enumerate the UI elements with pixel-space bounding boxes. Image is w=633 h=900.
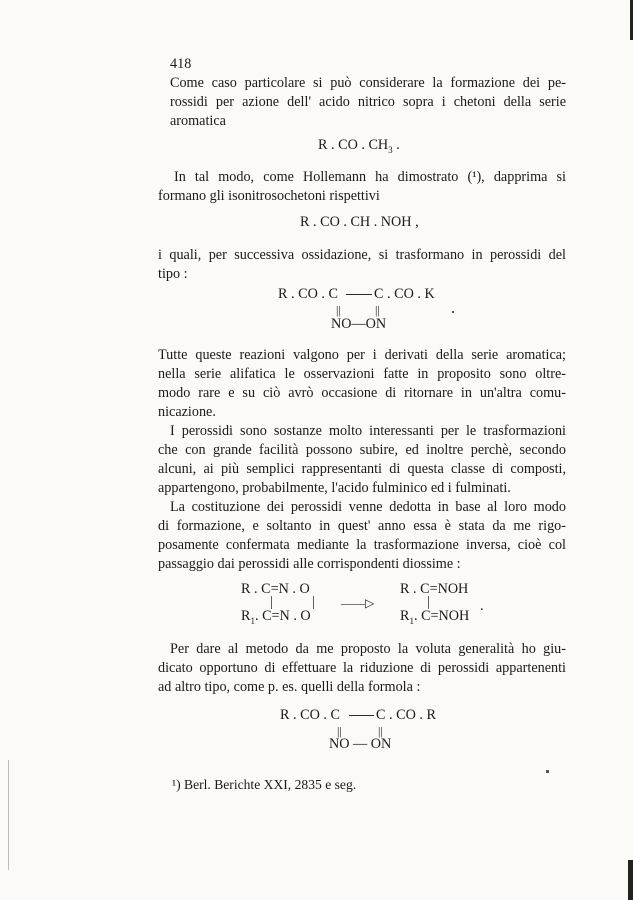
formula5-double-bond-right: || xyxy=(378,724,383,738)
formula5-bottom: NO — ON xyxy=(329,736,392,752)
formula3-right: C . CO . K xyxy=(374,286,435,302)
scan-speck xyxy=(546,770,549,773)
paragraph-line: appartengono, probabilmente, l'acido fulminico ed i fulminati. xyxy=(158,480,511,496)
formula4-left-top: R . C=N . O xyxy=(241,581,310,597)
formula4-left-bottom-r: R xyxy=(241,608,251,624)
formula5-double-bond-left: || xyxy=(337,724,342,738)
formula4-right-top: R . C=NOH xyxy=(400,581,469,597)
paragraph-line: rossidi per azione dell' acido nitrico sopra i chetoni della serie xyxy=(170,94,566,110)
formula3-double-bond-right: || xyxy=(375,303,380,317)
paragraph-line: i quali, per successiva ossidazione, si trasformano in perossidi del xyxy=(158,247,566,263)
formula-ketone-main: R . CO . CH xyxy=(318,137,389,153)
formula4-right-bottom-r: R xyxy=(400,608,410,624)
scan-speck xyxy=(8,760,9,870)
formula4-left-bottom xyxy=(241,607,311,630)
paragraph-line: In tal modo, come Hollemann ha dimostrato (¹), dapprima si xyxy=(174,169,566,185)
page-number: 418 xyxy=(170,56,192,72)
paragraph-line: Tutte queste reazioni valgono per i derivati della serie aromatica; xyxy=(158,347,566,363)
formula-ketone-tail: . xyxy=(392,137,400,153)
formula-isonitroso: R . CO . CH . NOH , xyxy=(300,214,419,230)
formula4-right-bottom xyxy=(400,607,469,630)
formula4-right-dot: . xyxy=(480,598,484,614)
formula4-left-bottom-sub: 1 xyxy=(250,615,255,626)
paragraph-line: I perossidi sono sostanze molto interessanti per le trasformazioni xyxy=(170,423,566,439)
formula4-left-bottom-rest: . C=N . O xyxy=(254,608,311,624)
paragraph-line: formano gli isonitrosochetoni rispettivi xyxy=(158,188,380,204)
formula5-left: R . CO . C xyxy=(280,707,340,723)
formula4-right-bar: | xyxy=(427,594,430,610)
formula-ketone-sub: 3 xyxy=(388,144,393,155)
paragraph-line: alcuni, ai più semplici rappresentanti di questa classe di composti, xyxy=(158,461,566,477)
formula-ketone xyxy=(318,136,400,159)
paragraph-line: ad altro tipo, come p. es. quelli della formola : xyxy=(158,679,421,695)
formula5-right: C . CO . R xyxy=(376,707,436,723)
paragraph-line: nella serie alifatica le osservazioni fatte in proposito sono oltre- xyxy=(158,366,566,382)
formula3-bond-line xyxy=(346,294,372,295)
paragraph-line: Per dare al metodo da me proposto la voluta generalità ho giu- xyxy=(170,641,566,657)
paragraph-line: di formazione, e soltanto in quest' anno essa è stata da me rigo- xyxy=(158,518,566,534)
paragraph-line: modo rare e su ciò avrò occasione di ritornare in un'altra comu- xyxy=(158,385,566,401)
paragraph-line: aromatica xyxy=(170,113,226,129)
formula4-right-bottom-sub: 1 xyxy=(409,615,414,626)
scan-speck xyxy=(452,311,454,313)
scan-edge-bottom xyxy=(628,860,633,900)
paragraph-line: Come caso particolare si può considerare la formazione dei pe- xyxy=(170,75,566,91)
formula4-arrow: ——▷ xyxy=(341,596,375,610)
paragraph-line: dicato opportuno di effettuare la riduzione di perossidi appartenenti xyxy=(158,660,566,676)
formula3-bottom: NO—ON xyxy=(331,316,387,332)
paragraph-line: tipo : xyxy=(158,266,188,282)
footnote: ¹) Berl. Berichte XXI, 2835 e seg. xyxy=(172,777,357,792)
paragraph-line: che con grande facilità possono subire, ed inoltre perchè, secondo xyxy=(158,442,566,458)
formula3-double-bond-left: || xyxy=(336,303,341,317)
paragraph-line: posamente confermata mediante la trasformazione inversa, cioè col xyxy=(158,537,566,553)
formula5-bond-line xyxy=(349,715,374,716)
formula4-left-bar1: | xyxy=(270,594,273,610)
formula4-right-bottom-rest: . C=NOH xyxy=(413,608,470,624)
formula4-left-bar2: | xyxy=(312,594,315,610)
paragraph-line: La costituzione dei perossidi venne dedotta in base al loro modo xyxy=(170,499,566,515)
formula3-left: R . CO . C xyxy=(278,286,338,302)
paragraph-line: nicazione. xyxy=(158,404,216,420)
paragraph-line: passaggio dai perossidi alle corrispondenti diossime : xyxy=(158,556,461,572)
